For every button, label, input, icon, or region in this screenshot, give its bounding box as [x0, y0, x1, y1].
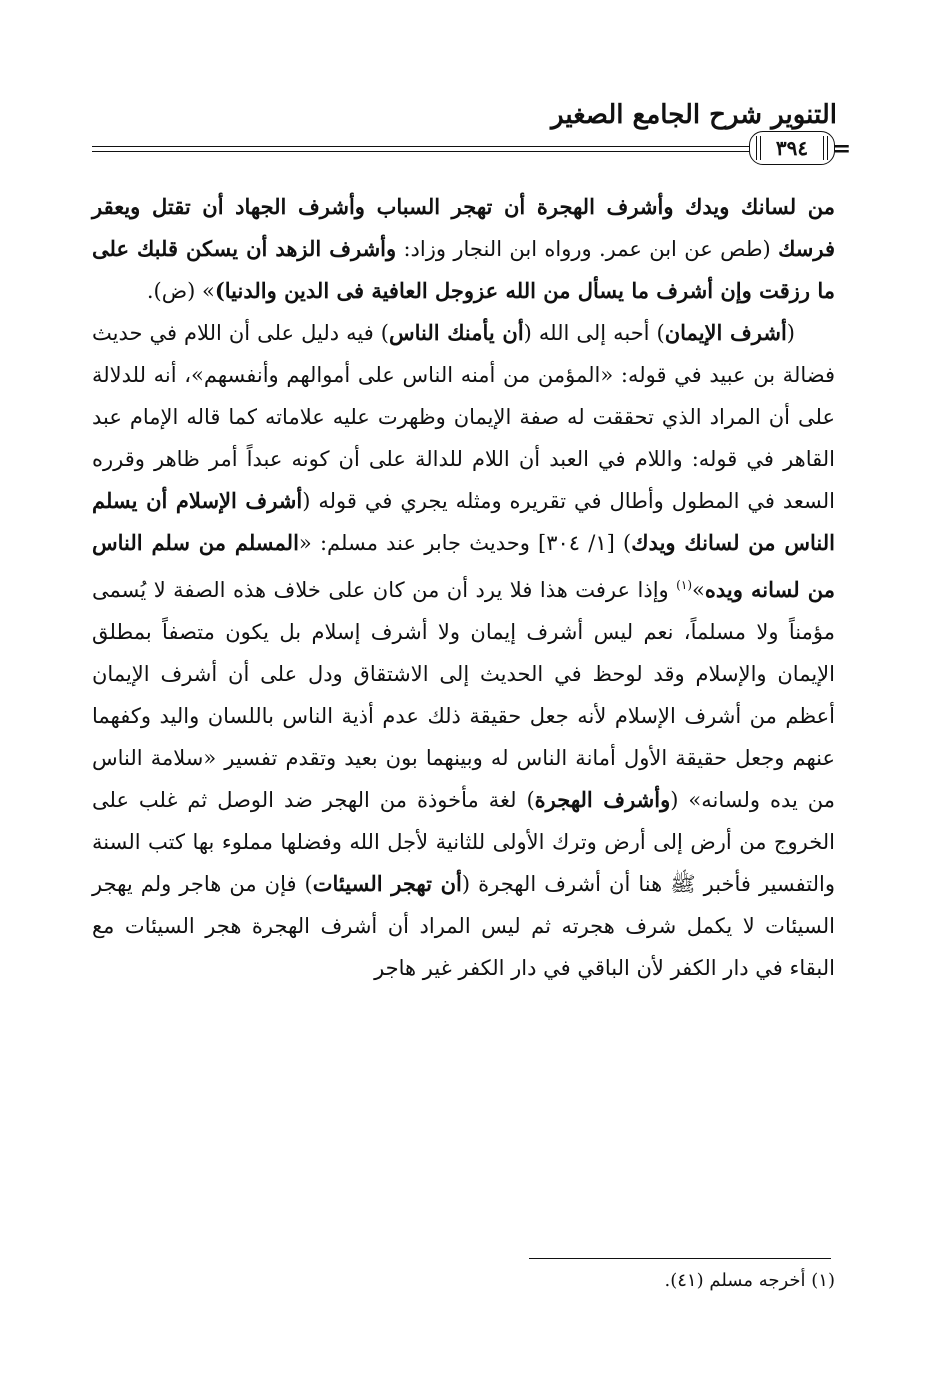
- bold-text: أشرف الإسلام أن يسلم الناس من لسانك ويدك: [92, 488, 835, 555]
- main-text: [92, 186, 835, 989]
- bold-text: وأشرف الزهد أن يسكن قلبك على ما رزقت وإن أشرف ما يسأل من الله عزوجل العافية فى الدين والدنيا): [92, 236, 835, 303]
- plain-text: ) فيه دليل على أن اللام في حديث فضالة بن عبيد في قوله: «المؤمن من أمنه الناس على أموالهم وأنفسهم»، أنه للدلالة على أن المراد الذي تحققت له صفة الإيمان وظهرت عليه علاماته كما قاله الإمام عبد القاهر في قوله: واللام في العبد أن اللام للدالة على أن كونه عبداً أمر ظاهر وقرره السعد في المطول وأطال في تقريره ومثله يجري في قوله (: [92, 321, 836, 513]
- bold-text: أن تهجر السيئات: [312, 871, 462, 896]
- bold-text: المسلم من سلم الناس من لسانه ويده: [92, 530, 835, 602]
- plain-text: »: [692, 578, 705, 602]
- paragraph-2: [92, 312, 835, 989]
- plain-text: ) [١/ ٣٠٤] وحديث جابر عند مسلم: «: [298, 531, 632, 555]
- plain-text: (طص عن ابن عمر. ورواه ابن النجار وزاد:: [396, 237, 779, 261]
- plain-text: ) فإن من هاجر ولم يهجر السيئات لا يكمل شرف هجرته ثم ليس المراد أن أشرف الهجرة هجر السيئات مع البقاء في دار الكفر لأن الباقي في دار الكفر غير هاجر: [92, 872, 835, 980]
- plain-text: (: [786, 321, 795, 345]
- plain-text: ) أحبه إلى الله (: [523, 321, 665, 345]
- bold-text: أن يأمنك الناس: [388, 320, 524, 345]
- footnote-ref: (١): [676, 578, 692, 592]
- bold-text: أشرف الإيمان: [664, 320, 787, 345]
- plain-text: ) لغة مأخوذة من الهجر ضد الوصل ثم غلب على الخروج من أرض إلى أرض وترك الأولى للثانية لأجل الله وفضلها مملوء بها كتب السنة والتفسير فأخبر ﷺ هنا أن أشرف الهجرة (: [92, 788, 835, 896]
- bold-text: وأشرف الهجرة: [534, 787, 671, 812]
- footnote-rule: [529, 1258, 831, 1259]
- header-mark: =: [832, 136, 851, 162]
- bold-text: من لسانك ويدك وأشرف الهجرة أن تهجر السباب وأشرف الجهاد أن تقتل ويعقر فرسك: [92, 194, 835, 261]
- paragraph-1: [92, 186, 835, 312]
- header-rule: [92, 146, 822, 152]
- book-title: التنوير شرح الجامع الصغير: [551, 100, 837, 130]
- footnote: (١) أخرجه مسلم (٤١).: [664, 1270, 835, 1291]
- page-number: ٣٩٤: [749, 131, 835, 165]
- plain-text: » (ض).: [146, 279, 215, 303]
- plain-text: وإذا عرفت هذا فلا يرد أن من كان على خلاف هذه الصفة لا يُسمى مؤمناً ولا مسلماً، نعم ليس أشرف إيمان ولا أشرف إسلام بل يكون متصفاً بمطلق الإيمان والإسلام وقد لوحظ في الحديث إلى الاشتقاق ودل على أن أشرف الإيمان أعظم من أشرف الإسلام لأنه جعل حقيقة ذلك عدم أذية الناس باللسان واليد وكفهما عنهم وجعل حقيقة الأول أمانة الناس له وبينهما بون بعيد وتقدم تفسير «سلامة الناس من يده ولسانه» (: [92, 578, 836, 812]
